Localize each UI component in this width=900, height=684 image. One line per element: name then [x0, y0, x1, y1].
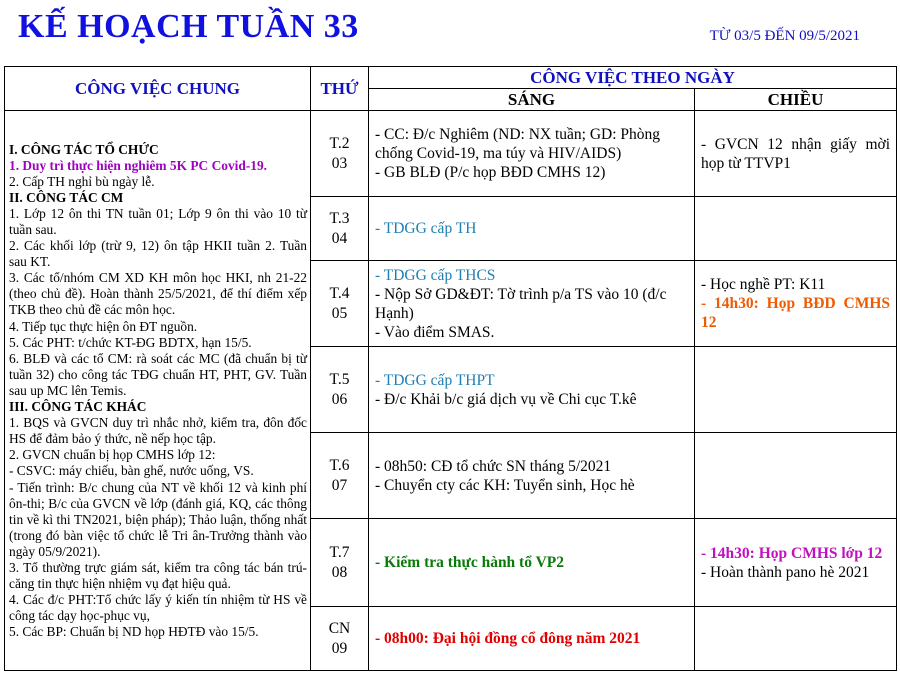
day-cell — [311, 111, 369, 197]
day-label: T.5 — [329, 370, 350, 388]
afternoon-cell — [695, 347, 897, 433]
day-cell — [311, 197, 369, 261]
day-label: T.6 — [329, 456, 350, 474]
header-day: THỨ — [311, 67, 369, 111]
task-item: - GB BLĐ (P/c họp BĐD CMHS 12) — [375, 164, 606, 181]
section-heading: II. CÔNG TÁC CM — [9, 189, 124, 205]
task-item: - Đ/c Khải b/c giá dịch vụ về Chi cục T.kê — [375, 390, 637, 408]
general-item: 3. Tổ thường trực giám sát, kiểm tra công tác bán trú-căng tin thực hiện nhiệm vụ đạt hiệu quả. — [9, 559, 307, 592]
general-item: 6. BLĐ và các tổ CM: rà soát các MC (đã chuẩn bị từ tuần 32) cho công tác TĐG chuẩn HT, PHT, GV. Tuần sau up MC lên Temis. — [9, 350, 307, 398]
afternoon-cell — [695, 519, 897, 607]
morning-cell — [369, 519, 695, 607]
day-date: 07 — [331, 476, 348, 494]
day-date: 03 — [331, 154, 348, 172]
morning-cell — [369, 607, 695, 671]
day-label: T.2 — [329, 134, 350, 152]
general-item: 2. Các khối lớp (trừ 9, 12) ôn tập HKII tuần 2. Tuần sau KT. — [9, 238, 307, 270]
task-item: - 14h30: Họp BĐD CMHS 12 — [701, 295, 891, 331]
afternoon-cell — [695, 261, 897, 347]
day-cell — [311, 261, 369, 347]
section-heading: III. CÔNG TÁC KHÁC — [9, 399, 147, 415]
task-item: - Kiểm tra thực hành tổ VP2 — [375, 554, 564, 571]
day-cell — [311, 607, 369, 671]
task-item: - 08h00: Đại hội đồng cổ đông năm 2021 — [375, 630, 641, 647]
day-label: T.7 — [329, 543, 350, 561]
table-row — [5, 111, 897, 197]
afternoon-cell — [695, 197, 897, 261]
day-date: 06 — [331, 390, 348, 408]
day-label: T.4 — [329, 284, 350, 302]
morning-cell — [369, 111, 695, 197]
task-item: - CC: Đ/c Nghiêm (ND: NX tuần; GD: Phòng chống Covid-19, ma túy và HIV/AIDS) — [375, 126, 661, 162]
header-afternoon: CHIỀU — [695, 89, 897, 111]
general-item: 1. BQS và GVCN duy trì nhắc nhở, kiểm tra, đôn đốc HS để đảm bảo ý thức, nề nếp học tập. — [9, 415, 307, 447]
task-item: - TDGG cấp THCS — [375, 266, 496, 284]
general-tasks-cell — [5, 111, 311, 671]
day-label: CN — [328, 619, 351, 637]
general-item: 4. Các đ/c PHT:Tổ chức lấy ý kiến tín nhiệm từ HS về công tác dạy học-phục vụ, — [9, 592, 307, 624]
section-heading: I. CÔNG TÁC TỔ CHỨC — [9, 141, 159, 157]
afternoon-cell — [695, 433, 897, 519]
day-cell — [311, 347, 369, 433]
day-cell — [311, 433, 369, 519]
morning-cell — [369, 197, 695, 261]
day-date: 09 — [331, 639, 348, 657]
general-item: 5. Các PHT: t/chức KT-ĐG BDTX, hạn 15/5. — [9, 334, 252, 350]
general-item: 4. Tiếp tục thực hiện ôn ĐT nguồn. — [9, 318, 198, 334]
page-title: KẾ HOẠCH TUẦN 33 — [18, 8, 359, 45]
general-item: 1. Duy trì thực hiện nghiêm 5K PC Covid-19. — [9, 157, 267, 173]
day-label: T.3 — [329, 209, 350, 227]
task-item: - TDGG cấp TH — [375, 220, 477, 237]
afternoon-cell — [695, 607, 897, 671]
general-item: 2. GVCN chuẩn bị họp CMHS lớp 12: — [9, 447, 216, 463]
day-date: 08 — [331, 563, 348, 581]
task-item: - Hoàn thành pano hè 2021 — [701, 563, 870, 581]
task-item: - GVCN 12 nhận giấy mời họp từ TTVP1 — [701, 135, 891, 172]
task-item: - 08h50: CĐ tổ chức SN tháng 5/2021 — [375, 457, 612, 475]
day-cell — [311, 519, 369, 607]
weekly-plan-table — [4, 66, 897, 671]
header-morning: SÁNG — [369, 89, 695, 111]
task-item: - Nộp Sở GD&ĐT: Tờ trình p/a TS vào 10 (đ/c Hạnh) — [375, 285, 667, 322]
task-item: - Chuyển cty các KH: Tuyển sinh, Học hè — [375, 476, 635, 494]
day-date: 05 — [331, 304, 348, 322]
general-item: 2. Cấp TH nghỉ bù ngày lễ. — [9, 173, 155, 189]
morning-cell — [369, 433, 695, 519]
afternoon-cell — [695, 111, 897, 197]
morning-cell — [369, 261, 695, 347]
header-general: CÔNG VIỆC CHUNG — [5, 67, 311, 111]
task-item: - Vào điểm SMAS. — [375, 323, 495, 341]
morning-cell — [369, 347, 695, 433]
task-item: - 14h30: Họp CMHS lớp 12 — [701, 544, 883, 562]
general-item: 1. Lớp 12 ôn thi TN tuần 01; Lớp 9 ôn thi vào 10 từ tuần sau. — [9, 205, 307, 238]
general-item: 5. Các BP: Chuẩn bị ND họp HĐTĐ vào 15/5. — [9, 624, 259, 640]
header-daily: CÔNG VIỆC THEO NGÀY — [369, 67, 897, 89]
task-item: - TDGG cấp THPT — [375, 371, 495, 389]
general-item: - Tiến trình: B/c chung của NT về khối 12 và kinh phí ôn-thi; B/c của GVCN về lớp (đánh giá, KQ, các thông tin về kì thi TN2021, biện pháp); Thảo luận, thống nhất (trong đó bàn việc tổ chức lễ Tri ân-Trưởng thành vào ngày 05/9/2021). — [9, 479, 307, 559]
general-item: 3. Các tổ/nhóm CM XD KH môn học HKI, nh 21-22 (theo chủ đề). Hoàn thành 25/5/2021, để thí điểm xếp TKB theo chủ đề các môn học. — [9, 270, 307, 318]
day-date: 04 — [331, 229, 348, 247]
general-item: - CSVC: máy chiếu, bàn ghế, nước uống, VS. — [9, 463, 254, 479]
task-item: - Học nghề PT: K11 — [701, 276, 826, 293]
date-range: TỪ 03/5 ĐẾN 09/5/2021 — [709, 28, 860, 44]
